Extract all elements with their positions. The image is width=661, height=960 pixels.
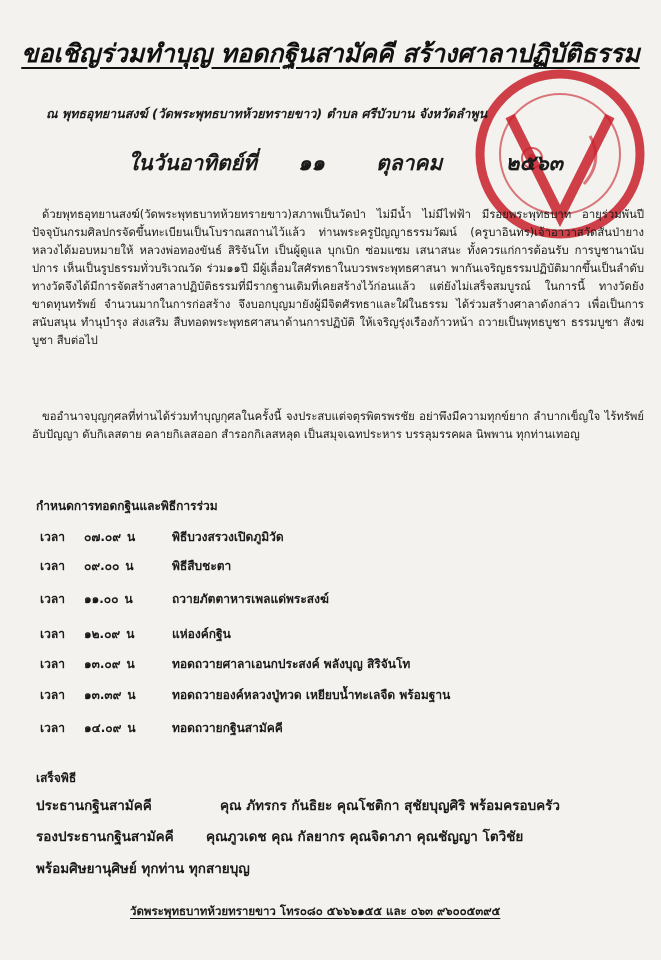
chair-role: ประธานกฐินสามัคคี [36, 798, 152, 814]
schedule-event: ทอดถวายศาลาเอนกประสงค์ พลังบุญ สิริจันโท [172, 657, 411, 671]
schedule-time-unit: น [124, 592, 133, 606]
blessing-paragraph: ขออำนาจบุญกุศลที่ท่านได้ร่วมทำบุญกุศลในครั้งนี้ จงประสบแต่จตุรพิตรพรชัย อย่าพึงมีความทุกข์ยาก ลำบากเข็ญใจ ไร้ทรัพย์ อับปัญญา ดับกิเลสตาย คลายกิเลสออก สำรอกกิเลสหลุด เป็นสมุจเฉทประหาร บรรลุมรรคผล นิพพาน ทุกท่านเทอญ [32, 410, 644, 441]
vice-chair-role: รองประธานกฐินสามัคคี [36, 829, 174, 845]
schedule-time-value: ๑๒.๐๙ [84, 627, 121, 641]
schedule-row [40, 686, 640, 706]
schedule-time [84, 528, 135, 547]
schedule-time-label: เวลา [40, 657, 65, 671]
schedule-event: ทอดถวายองค์หลวงปู่ทวด เหยียบน้ำทะเลจืด พร้อมฐาน [172, 688, 451, 702]
schedule-time-value: ๑๓.๐๙ [84, 657, 121, 671]
schedule-event: แห่องค์กฐิน [172, 627, 231, 641]
schedule-time-label: เวลา [40, 592, 65, 606]
intro-paragraph: ด้วยพุทธอุทยานสงฆ์(วัดพระพุทธบาทห้วยทรายขาว)สภาพเป็นวัดป่า ไม่มีน้ำ ไม่มีไฟฟ้า มีรอยพระพุทธบาท อายุร่วมพันปี ปัจจุบันกรมศิลปกรจัดขึ้นทะเบียนเป็นโบราณสถานไว้แล้ว ท่านพระครูปัญญาธรรมวัฒน์ (ครูบาอินทร)เจ้าอาวาสวัดสันป่ายางหลวงได้มอบหมายให้ หลวงพ่อทองขันธ์ สิริจันโท เป็นผู้ดูแล บุกเบิก ซ่อมแซม เสนาสนะ ทั้งควรแก่การต้อนรับ การบูชานานับปการ เห็นเป็นรูปธรรมทั่วบริเวณวัด ร่วม๑๑ปี มีผู้เลื่อมใสศัรทธาในบวรพระพุทธศาสนา พากันเจริญธรรมปฏิบัติมากขึ้นเป็นลำดับ ทางวัดจึงได้มีการจัดสร้างศาลาปฏิบัติธรรมที่มีรากฐานเดิมที่เคยสร้างไว้ก่อนแล้ว แต่ยังไม่เสร็จสมบูรณ์ ในการนี้ ทางวัดยังขาดทุนทรัพย์ จำนวนมากในการก่อสร้าง จึงบอกบุญมายังผู้มีจิตศัรทธาและใฝ่ในธรรม ได้ร่วมสร้างศาลาดังกล่าว เพื่อเป็นการสนับสนุน ทำนุบำรุง ส่งเสริม สืบทอดพระพุทธศาสนาด้านการปฏิบัติ ให้เจริญรุ่งเรืองก้าวหน้า ถวายเป็นพุทธบูชา ธรรมบูชา สังฆบูชา สืบต่อไป [32, 208, 644, 347]
schedule-time-unit: น [127, 721, 136, 735]
schedule-time [84, 625, 134, 644]
vice-chair-names: คุณภูวเดช คุณ กัลยากร คุณจิดาภา คุณชัญญา โตวิชัย [206, 829, 524, 845]
schedule-event: ทอดถวายกฐินสามัคคี [172, 721, 283, 735]
schedule-row [40, 655, 640, 675]
schedule-time-label: เวลา [40, 627, 65, 641]
schedule-row [40, 557, 640, 577]
schedule-time [84, 686, 136, 705]
schedule-event: ถวายภัตตาหารเพลแด่พระสงฆ์ [172, 592, 329, 606]
schedule-time-unit: น [125, 559, 134, 573]
schedule-closing: เสร็จพิธี [36, 771, 77, 785]
schedule-time-label: เวลา [40, 721, 65, 735]
schedule-row [40, 719, 640, 739]
schedule-time [84, 655, 135, 674]
schedule-time-unit: น [126, 627, 135, 641]
event-date [128, 147, 563, 180]
schedule-time [84, 590, 133, 609]
schedule-time-unit: น [126, 657, 135, 671]
footer-contact: วัดพระพุทธบาทห้วยทรายขาว โทร๐๘๐ ๕๖๖๖๑๕๕ และ ๐๖๓ ๙๖๐๐๕๓๙๕ [130, 904, 501, 918]
schedule-time [84, 557, 134, 576]
schedule-event: พิธีบวงสรวงเปิดภูมิวัด [172, 530, 284, 544]
date-year: ๒๕๖๓ [505, 151, 564, 175]
schedule-time-value: ๐๗.๐๙ [84, 530, 122, 544]
schedule-heading: กำหนดการทอดกฐินและพิธีการร่วม [36, 499, 218, 513]
schedule-row [40, 625, 640, 645]
date-prefix: ในวันอาทิตย์ที่ [128, 151, 257, 175]
schedule-time-unit: น [127, 530, 136, 544]
schedule-event: พิธีสืบชะตา [172, 559, 232, 573]
date-day: ๑๑ [298, 151, 325, 175]
schedule-row [40, 528, 640, 548]
schedule-time-value: ๑๑.๐๐ [84, 592, 119, 606]
schedule-time-label: เวลา [40, 559, 65, 573]
schedule-time-label: เวลา [40, 688, 65, 702]
date-month: ตุลาคม [376, 151, 443, 175]
schedule-row [40, 590, 640, 610]
schedule-time [84, 719, 136, 738]
document-title: ขอเชิญร่วมทำบุญ ทอดกฐินสามัคคี สร้างศาลาปฏิบัติธรรม [21, 39, 640, 68]
chair-names: คุณ ภัทรกร กันธิยะ คุณโชติกา สุชัยบุญศิริ พร้อมครอบครัว [220, 798, 561, 814]
schedule-time-value: ๑๔.๐๙ [84, 721, 122, 735]
schedule-time-unit: น [127, 688, 136, 702]
schedule-time-value: ๑๓.๓๙ [84, 688, 122, 702]
followers-text: พร้อมศิษยานุศิษย์ ทุกท่าน ทุกสายบุญ [36, 861, 250, 877]
schedule-time-value: ๐๙.๐๐ [84, 559, 120, 573]
schedule-time-label: เวลา [40, 530, 65, 544]
document-subtitle: ณ พุทธอุทยานสงฆ์ (วัดพระพุทธบาทห้วยทรายขาว) ตำบล ศรีบัวบาน จังหวัดลำพูน [46, 106, 488, 121]
